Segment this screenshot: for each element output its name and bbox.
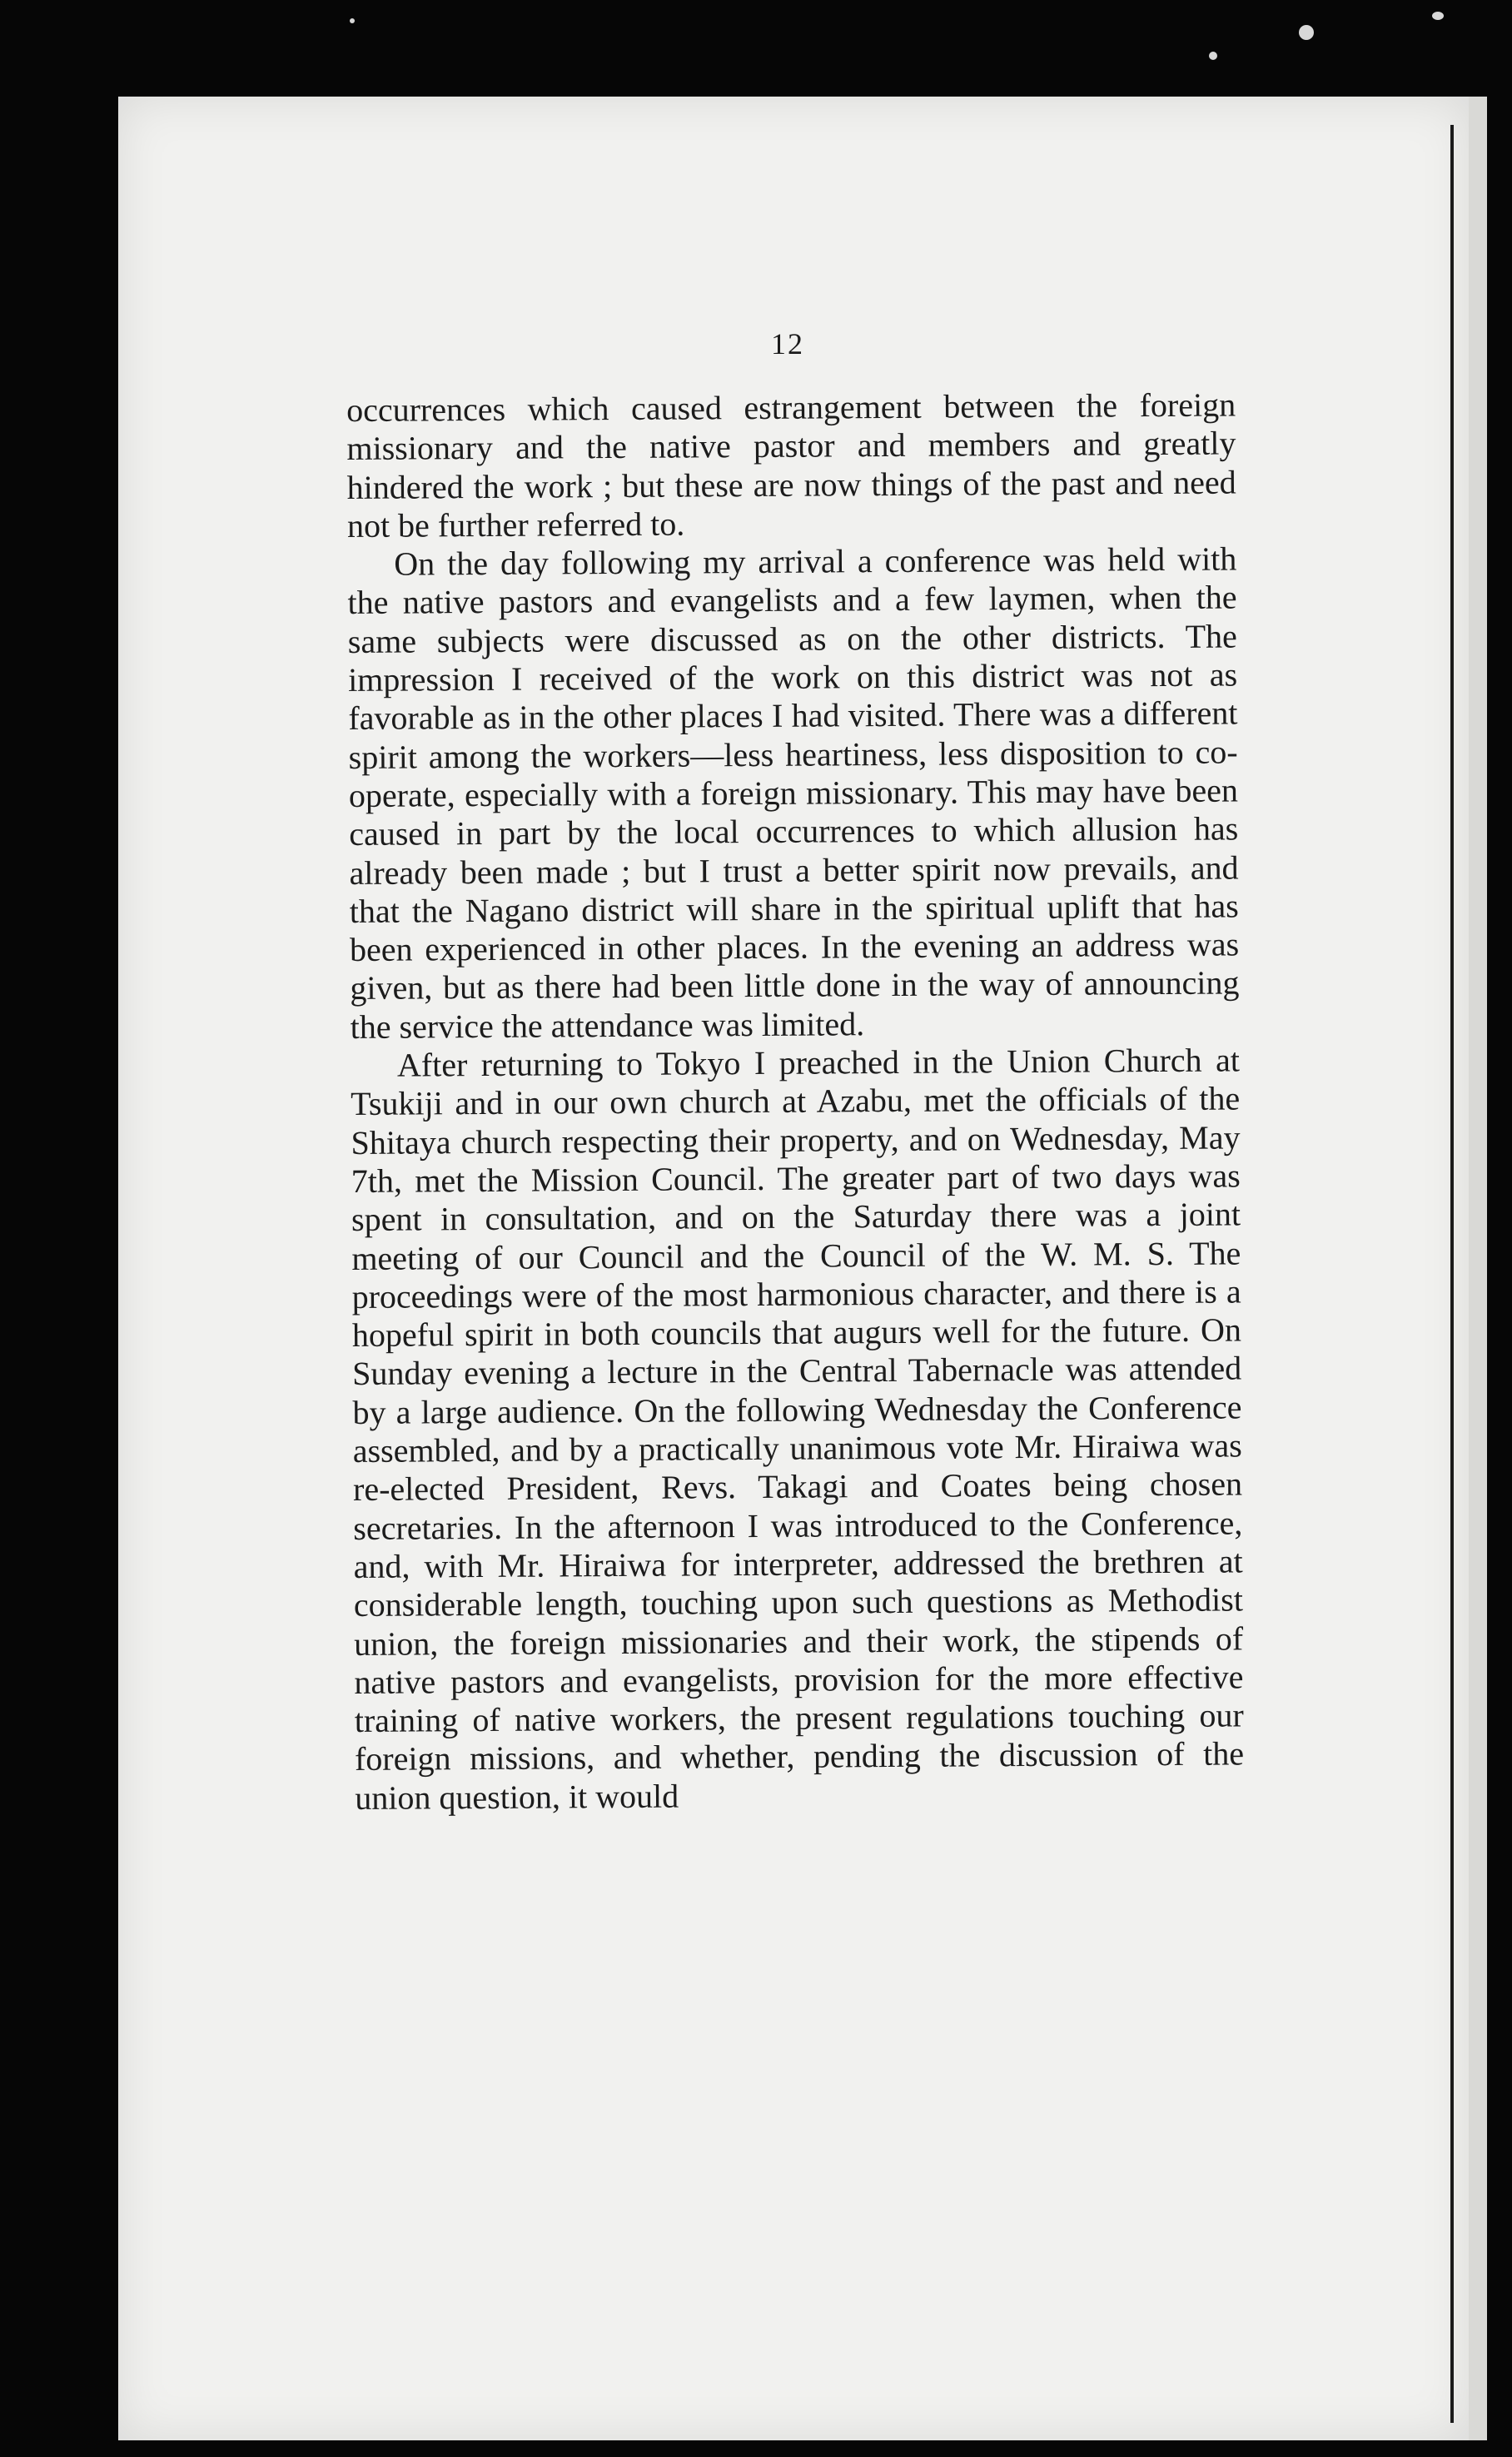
- body-text: [346, 385, 1244, 1817]
- page-gutter-line: [1450, 125, 1454, 2423]
- paragraph-2: On the day following my arrival a conference was held with the native pastors and evangelists and a few laymen, when the same subjects were discussed as on the other districts. The impression I received of the work on this district was not as favorable as in the other places I had visited. There was a different spirit among the workers—less heartiness, less disposition to co-operate, especially with a foreign missionary. This may have been caused in part by the local occurrences to which allusion has already been made ; but I trust a better spirit now prevails, and that the Nagano district will share in the spiritual uplift that has been experienced in other places. In the evening an address was given, but as there had been little done in the way of announcing the service the attendance was limited.: [347, 540, 1240, 1046]
- paragraph-1: occurrences which caused estrangement between the foreign missionary and the native pastor and members and greatly hindered the work ; but these are now things of the past and need not be further referred to.: [346, 385, 1236, 545]
- paragraph-3: After returning to Tokyo I preached in the Union Church at Tsukiji and in our own church at Azabu, met the officials of the Shitaya church respecting their property, and on Wednesday, May 7th, met the Mission Council. The greater part of two days was spent in consultation, and on the Saturday there was a joint meeting of our Council and the Council of the W. M. S. The proceedings were of the most harmonious character, and there is a hopeful spirit in both councils that augurs well for the future. On Sunday evening a lecture in the Central Tabernacle was attended by a large audience. On the following Wednesday the Conference assembled, and by a practically unanimous vote Mr. Hiraiwa was re-elected President, Revs. Takagi and Coates being chosen secretaries. In the afternoon I was introduced to the Conference, and, with Mr. Hiraiwa for interpreter, addressed the brethren at considerable length, touching upon such questions as Methodist union, the foreign missionaries and their work, the stipends of native pastors and evangelists, provision for the more effective training of native workers, the present regulations touching our foreign missions, and whether, pending the discussion of the union question, it would: [351, 1041, 1245, 1817]
- page-number: 12: [771, 327, 804, 361]
